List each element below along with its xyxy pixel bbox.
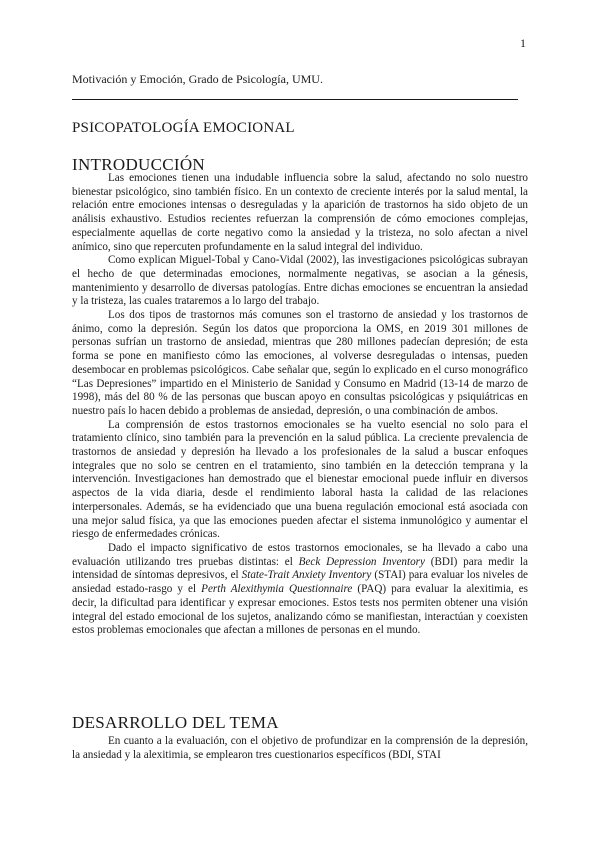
text-run: (PAQ) para evaluar la alexitimia, es decir, la dificultad para identificar y expresar emociones. Estos tests nos permiten obtener una visión integral del estado emocional de los sujetos, analizando cómo se manifiestan, interactúan y coexisten estos problemas emocionales que afectan a millones de personas en el mundo.	[72, 583, 529, 637]
document-title: PSICOPATOLOGÍA EMOCIONAL	[72, 120, 295, 136]
intro-paragraph-4: La comprensión de estos trastornos emocionales se ha vuelto esencial no solo para el tratamiento clínico, sino también para la prevención en la salud pública. La creciente prevalencia de trastornos de ansiedad y depresión ha llevado a los profesionales de la salud a buscar enfoques integrales que no solo se centren en el tratamiento, sino también en la detección temprana y la intervención. Investigaciones han demostrado que el bienestar emocional puede influir en diversos aspectos de la vida diaria, desde el rendimiento laboral hasta la calidad de las relaciones interpersonales. Además, se ha evidenciado que una buena regulación emocional está asociada con una mejor salud física, ya que las emociones pueden afectar el sistema inmunológico y aumentar el riesgo de enfermedades crónicas.	[72, 418, 528, 541]
section-heading-introduccion: INTRODUCCIÓN	[72, 155, 205, 174]
development-paragraph-1: En cuanto a la evaluación, con el objetivo de profundizar en la comprensión de la depresión, la ansiedad y la alexitimia, se emplearon tres cuestionarios específicos (BDI, STAI	[72, 735, 528, 761]
paq-title: Perth Alexithymia Questionnaire	[201, 583, 353, 596]
intro-paragraph-1: Las emociones tienen una indudable influencia sobre la salud, afectando no solo nuestro bienestar psicológico, sino también físico. En un contexto de creciente interés por la salud mental, la relación entre emociones intensas o desreguladas y la aparición de trastornos ha sido objeto de un análisis exhaustivo. Estudios recientes refuerzan la comprensión de cómo emociones complejas, especialmente aquellas de corte negativo como la ansiedad y la tristeza, no solo afectan a nivel anímico, sino que repercuten profundamente en la salud integral del individuo.	[72, 172, 528, 253]
section-heading-desarrollo: DESARROLLO DEL TEMA	[72, 713, 279, 732]
intro-paragraph-2: Como explican Miguel-Tobal y Cano-Vidal (2002), las investigaciones psicológicas subrayan el hecho de que determinadas emociones, normalmente negativas, se asocian a la génesis, mantenimiento y desarrollo de diversas patologías. Entre dichas emociones se encuentran la ansiedad y la tristeza, las cuales trataremos a lo largo del trabajo.	[72, 254, 528, 308]
text-run: (STAI) para evaluar los niveles de ansiedad estado-rasgo y el	[72, 569, 528, 596]
intro-paragraph-5	[72, 542, 528, 638]
text-run: Dado el impacto significativo de estos trastornos emocionales, se ha llevado a cabo una evaluación utilizando tres pruebas distintas: el	[72, 541, 528, 568]
text-run: (BDI) para medir la intensidad de síntomas depresivos, el	[72, 555, 528, 582]
stai-title: State-Trait Anxiety Inventory	[241, 569, 372, 582]
page-number: 1	[520, 36, 526, 50]
development-body	[72, 735, 528, 762]
header-rule	[72, 99, 518, 100]
introduction-body	[72, 172, 528, 638]
bdi-title: Beck Depression Inventory	[298, 555, 425, 568]
running-header: Motivación y Emoción, Grado de Psicología, UMU.	[72, 72, 323, 86]
intro-paragraph-3: Los dos tipos de trastornos más comunes son el trastorno de ansiedad y los trastornos de ánimo, como la depresión. Según los datos que proporciona la OMS, en 2019 301 millones de personas sufrían un trastorno de ansiedad, mientras que 280 millones padecían depresión; de esta forma se pone en manifiesto cómo las emociones, al volverse desreguladas o intensas, pueden desembocar en problemas psicológicos. Cabe señalar que, según lo explicado en el curso monográfico “Las Depresiones” impartido en el Ministerio de Sanidad y Consumo en Madrid (13-14 de marzo de 1998), más del 80 % de las personas que buscan apoyo en consultas psicológicas y psiquiátricas en nuestro país lo hacen debido a problemas de ansiedad, depresión, o una combinación de ambos.	[72, 309, 528, 417]
